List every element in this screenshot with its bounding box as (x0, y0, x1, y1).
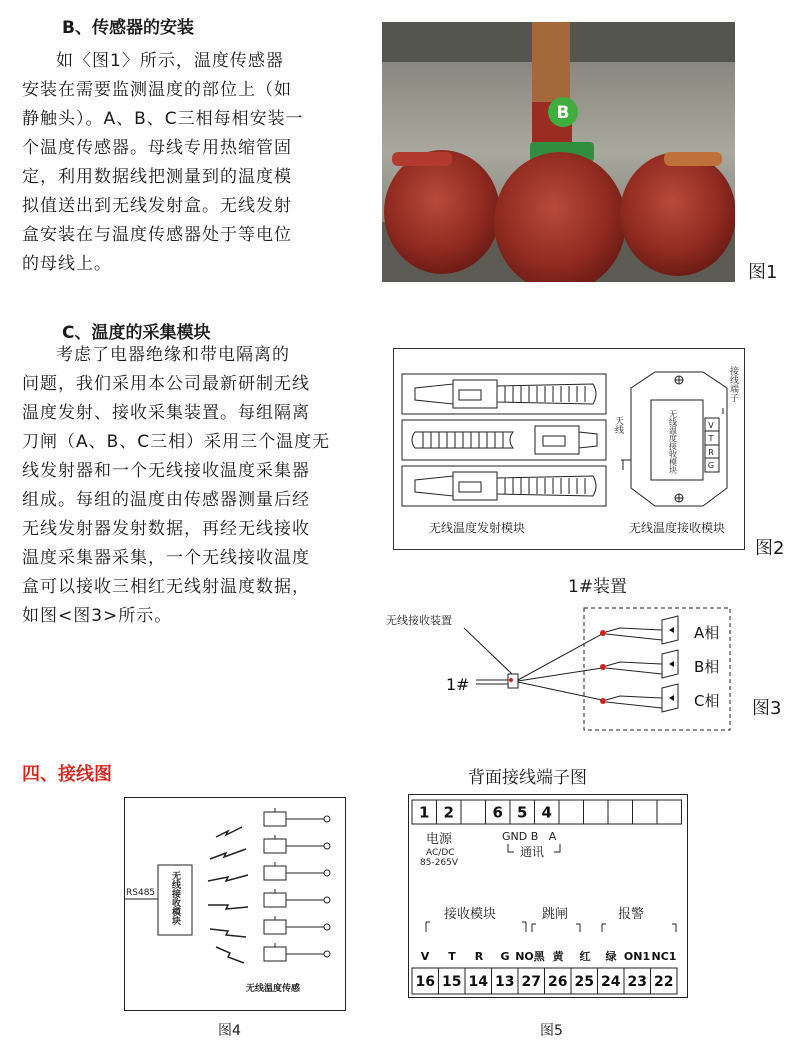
group-trip-label: 跳闸 (542, 907, 569, 922)
terminal-number: 15 (442, 974, 462, 991)
fig4-caption: 图4 (218, 1023, 241, 1039)
group-alarm-label: 报警 (618, 907, 645, 922)
paragraph-line: 盒安装在与温度传感器处于等电位 (22, 225, 292, 245)
group-receive-label: 接收模块 (444, 907, 497, 922)
signal-label: 绿 (605, 950, 617, 963)
fig2-pin-g: G (707, 461, 715, 470)
fig4-bottom-label: 无线温度传感 (246, 984, 301, 994)
fig2-module-text: 无线温度接收模块 (668, 410, 678, 474)
fig3-phase-c: C相 (694, 692, 720, 710)
bottom-terminal-row (412, 968, 677, 994)
terminal-number: 16 (415, 974, 435, 991)
fig5-caption: 图5 (540, 1023, 563, 1039)
fig2-terminal-label: 接线端子 (728, 366, 738, 402)
terminal-cell (584, 800, 609, 824)
paragraph-line: 如〈图1〉所示，温度传感器 (56, 51, 284, 71)
signal-label: ON1 (623, 950, 651, 963)
section-b-paragraph (22, 47, 322, 279)
section-c-heading: C、温度的采集模块 (62, 323, 211, 343)
fig3-title: 1#装置 (568, 577, 628, 597)
paragraph-line: 线发射器和一个无线接收温度采集器 (22, 461, 310, 481)
terminal-number: 26 (548, 974, 568, 991)
comm-label: 通讯 (520, 845, 545, 859)
signal-label: R (474, 950, 484, 963)
fig1-photo (382, 22, 735, 282)
paragraph-line: 个温度传感器。母线专用热缩管固 (22, 138, 292, 158)
paragraph-line: 刀闸（A、B、C三相）采用三个温度无 (22, 432, 331, 452)
signal-label: NC1 (651, 950, 677, 963)
fig3-receiver-label: 无线接收装置 (386, 614, 452, 627)
terminal-number: 5 (517, 803, 528, 822)
fig3-diagram (380, 600, 740, 740)
section-b-heading: B、传感器的安装 (62, 18, 194, 38)
paragraph-line: 组成。每组的温度由传感器测量后经 (22, 490, 310, 510)
paragraph-line: 无线发射器发射数据，再经无线接收 (22, 519, 310, 539)
terminal-cell (657, 800, 682, 824)
top-terminal-row (412, 800, 682, 824)
fig2-pin-t: T (708, 434, 714, 443)
fig3-phase-a: A相 (694, 624, 720, 642)
signal-label: G (500, 950, 510, 963)
fig3-phase-b: B相 (694, 658, 720, 676)
terminal-cell (608, 800, 633, 824)
terminal-cell (461, 800, 486, 824)
signal-label: 黄 (552, 950, 564, 963)
signal-label: NO黑 (515, 950, 545, 963)
power-spec-2: 85-265V (420, 858, 459, 868)
fig2-pin-r: R (708, 448, 714, 457)
fig5-title: 背面接线端子图 (468, 768, 587, 788)
power-spec-1: AC/DC (426, 848, 455, 858)
fig2-left-label: 无线温度发射模块 (429, 521, 526, 535)
section-c-paragraph (22, 341, 331, 631)
terminal-cell (559, 800, 584, 824)
paragraph-line: 温度发射、接收采集装置。每组隔离 (22, 403, 310, 423)
fig4-diagram (124, 797, 346, 1011)
paragraph-line: 定，利用数据线把测量到的温度模 (22, 167, 292, 187)
fig4-rs485: RS485 (126, 888, 156, 898)
fig4-module-text: 无线接收模块 (170, 871, 180, 925)
fig2-caption: 图2 (755, 538, 785, 559)
terminal-number: 25 (574, 974, 594, 991)
paragraph-line: 安装在需要监测温度的部位上（如 (22, 80, 292, 100)
paragraph-line: 问题，我们采用本公司最新研制无线 (22, 374, 310, 394)
paragraph-line: 温度采集器采集，一个无线接收温度 (22, 548, 310, 568)
paragraph-line: 如图<图3>所示。 (22, 606, 173, 626)
signal-label: 红 (579, 950, 591, 963)
terminal-number: 24 (601, 974, 621, 991)
paragraph-line: 静触头）。A、B、C三相每相安装一 (22, 109, 304, 129)
signal-label: T (448, 950, 456, 963)
terminal-number: 27 (521, 974, 541, 991)
terminal-number: 4 (541, 803, 552, 822)
fig2-antenna-label: 天线 (613, 416, 623, 434)
terminal-cell (633, 800, 658, 824)
terminal-number: 6 (492, 803, 503, 822)
power-label: 电源 (426, 832, 453, 847)
comm-pins: GND B A (502, 830, 557, 843)
paragraph-line: 拟值送出到无线发射盒。无线发射 (22, 196, 292, 216)
fig3-device-label: 1# (446, 675, 470, 694)
terminal-number: 23 (627, 974, 647, 991)
fig1-caption: 图1 (748, 262, 778, 283)
fig3-caption: 图3 (752, 698, 782, 719)
terminal-number: 1 (419, 803, 430, 822)
terminal-number: 22 (654, 974, 674, 991)
fig2-diagram (393, 348, 745, 550)
signal-label: V (420, 950, 430, 963)
terminal-number: 13 (495, 974, 515, 991)
fig5-diagram (408, 794, 688, 998)
section-4-heading: 四、接线图 (22, 764, 112, 785)
phase-b-badge: B (556, 103, 570, 123)
paragraph-line: 的母线上。 (22, 254, 112, 274)
terminal-number: 2 (443, 803, 454, 822)
paragraph-line: 盒可以接收三相红无线射温度数据， (22, 577, 310, 597)
fig2-pin-v: V (708, 421, 714, 430)
paragraph-line: 考虑了电器绝缘和带电隔离的 (56, 345, 290, 365)
fig2-right-label: 无线温度接收模块 (629, 521, 726, 535)
terminal-number: 14 (468, 974, 488, 991)
